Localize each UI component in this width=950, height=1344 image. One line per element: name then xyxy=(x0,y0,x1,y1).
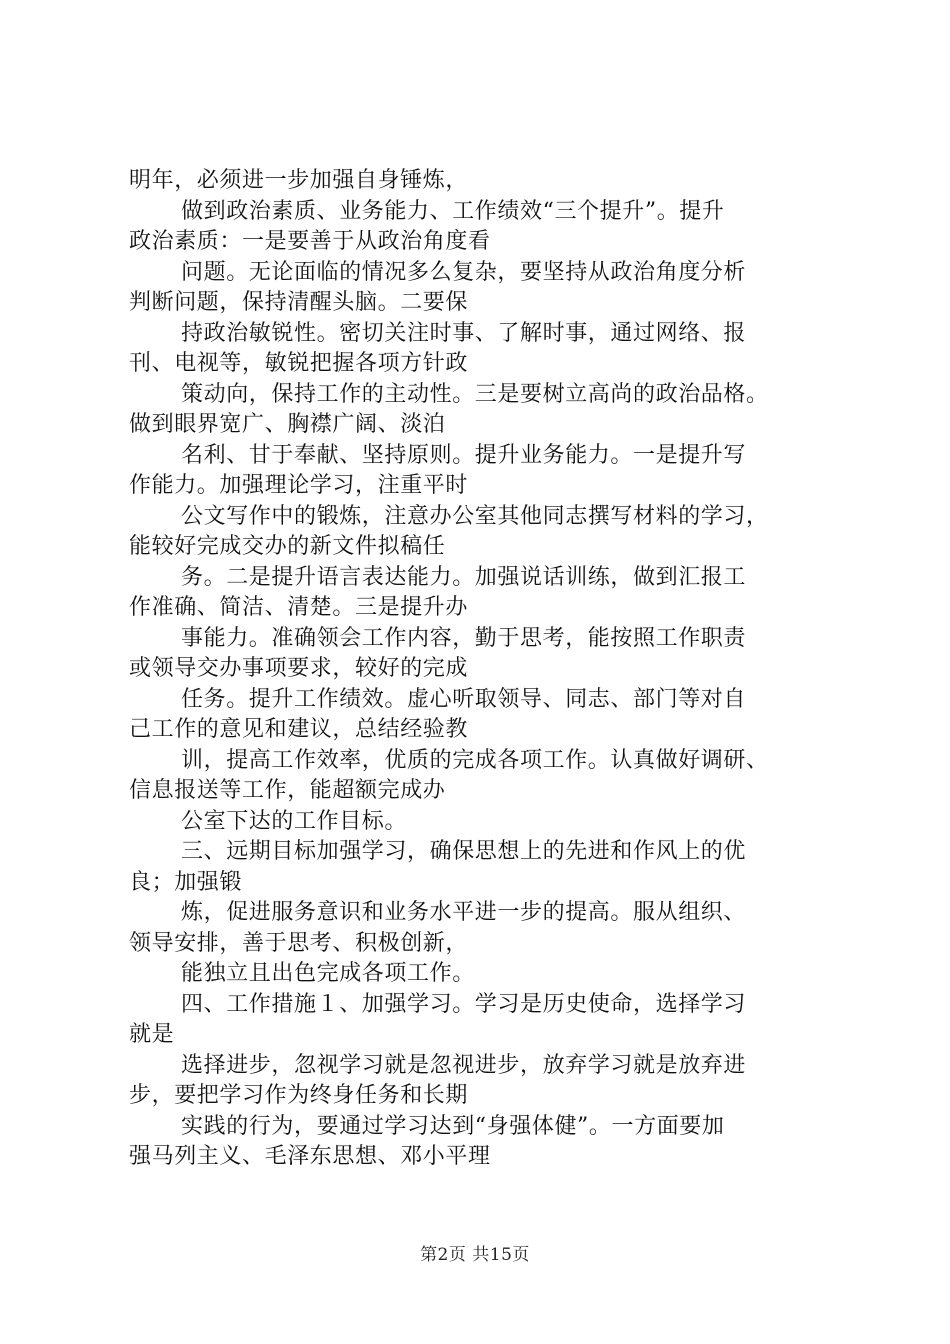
page-footer xyxy=(0,1240,950,1265)
text-line: 政治素质：一是要善于从政治角度看 xyxy=(129,229,491,254)
text-line: 选择进步，忽视学习就是忽视进步，放弃学习就是放弃进 xyxy=(181,1052,747,1078)
text-line: 炼，促进服务意识和业务水平进一步的提高。服从组织、 xyxy=(181,900,747,925)
text-line: 作能力。加强理论学习，注重平时 xyxy=(129,473,469,498)
text-line: 事能力。准确领会工作内容，勤于思考，能按照工作职责 xyxy=(181,625,747,651)
text-line: 问题。无论面临的情况多么复杂，要坚持从政治角度分析 xyxy=(181,259,747,285)
text-line: 持政治敏锐性。密切关注时事、了解时事，通过网络、报 xyxy=(181,320,747,346)
page-number-label: 第2页 共15页 xyxy=(420,1245,530,1265)
text-line: 四、工作措施１、加强学习。学习是历史使命，选择学习 xyxy=(181,991,747,1017)
text-line: 或领导交办事项要求，较好的完成 xyxy=(129,656,469,681)
text-line: 信息报送等工作，能超额完成办 xyxy=(129,778,446,803)
text-line: 策动向，保持工作的主动性。三是要树立高尚的政治品格。 xyxy=(181,381,769,407)
text-line: 刊、电视等，敏锐把握各项方针政 xyxy=(129,351,469,376)
text-line: 做到眼界宽广、胸襟广阔、淡泊 xyxy=(129,412,446,437)
text-line: 明年，必须进一步加强自身锤炼， xyxy=(129,168,469,193)
text-line: 能独立且出色完成各项工作。 xyxy=(181,961,475,986)
text-line: 领导安排，善于思考、积极创新， xyxy=(129,930,469,956)
text-line: 判断问题，保持清醒头脑。二要保 xyxy=(129,290,469,315)
text-line: 三、远期目标加强学习，确保思想上的先进和作风上的优 xyxy=(181,839,747,864)
text-line: 名利、甘于奉献、坚持原则。提升业务能力。一是提升写 xyxy=(181,442,747,468)
document-body xyxy=(129,166,849,1173)
text-line: 就是 xyxy=(129,1022,175,1047)
text-line: 公室下达的工作目标。 xyxy=(181,808,408,834)
text-line: 做到政治素质、业务能力、工作绩效“三个提升”。提升 xyxy=(181,198,725,224)
text-line: 任务。提升工作绩效。虚心听取领导、同志、部门等对自 xyxy=(181,686,747,712)
text-line: 务。二是提升语言表达能力。加强说话训练，做到汇报工 xyxy=(181,564,747,590)
text-line: 己工作的意见和建议，总结经验教 xyxy=(129,717,469,742)
text-line: 良；加强锻 xyxy=(129,869,243,895)
text-line: 强马列主义、毛泽东思想、邓小平理 xyxy=(129,1144,491,1169)
text-line: 公文写作中的锻炼，注意办公室其他同志撰写材料的学习， xyxy=(181,503,769,529)
text-line: 步，要把学习作为终身任务和长期 xyxy=(129,1083,469,1108)
text-line: 实践的行为，要通过学习达到“身强体健”。一方面要加 xyxy=(181,1113,725,1139)
text-line: 训，提高工作效率，优质的完成各项工作。认真做好调研、 xyxy=(181,747,769,773)
text-line: 作准确、简洁、清楚。三是提升办 xyxy=(129,595,469,620)
text-line: 能较好完成交办的新文件拟稿任 xyxy=(129,534,446,559)
